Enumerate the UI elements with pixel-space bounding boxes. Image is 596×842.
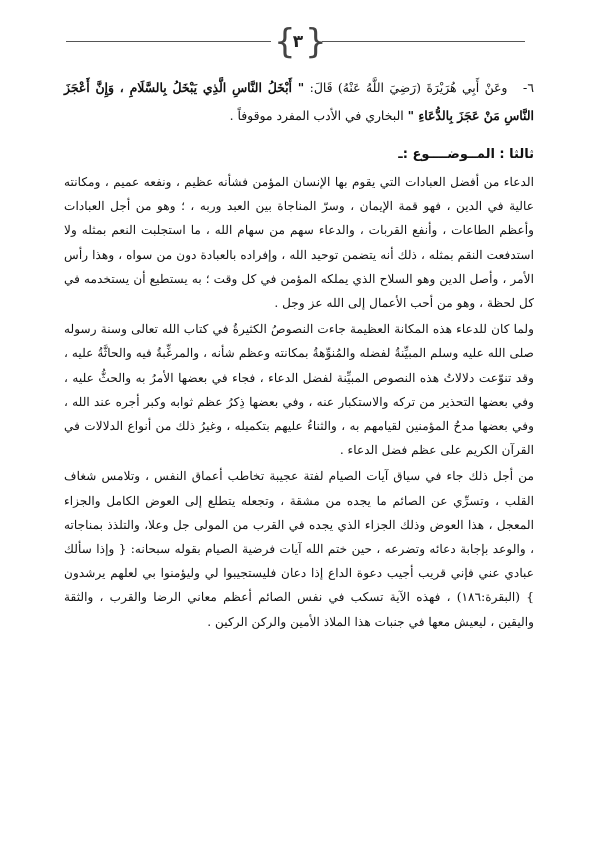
hadith-entry [64,74,534,130]
left-brace-ornament: { [274,22,296,62]
page-number: ٣ [292,32,304,52]
paragraph-1: الدعاء من أفضل العبادات التي يقوم بها الإنسان المؤمن فشأنه عظيم ، ونفعه عميم ، ومكانته عالية في الدين ، فهو قمة الإيمان ، وسرّ المناجاة بين العبد وربه ، ؛ وهو من أجل العبادات وأعظم الطاعات ، وأنفع القربات ، والدعاء سهم من سهام الله ، ما استجلبت النعم بمثله ولا استدفعت النقم بمثله ، ذلك أنه يتضمن توحيد الله ، وإفراده بالعبادة دون من سواه ، وهذا رأس الأمر ، وأصل الدين وهو السلاح الذي يملكه المؤمن في كل وقت ؛ به يستطيع أن يستخدمه في كل لحظة ، وهو من أحب الأعمال إلى الله عز وجل . [64,175,534,311]
header-rule-left [66,41,271,42]
paragraph-3: من أجل ذلك جاء في سياق آيات الصيام لفتة عجيبة تخاطب أعماق النفس ، وتلامس شغاف القلب ، وتسرِّي عن الصائم ما يجده من مشقة ، وتجعله يتطلع إلى العوض الكامل والجزاء المعجل ، هذا العوض وذلك الجزاء الذي يجده في القرب من المولى جل وعلا، والتلذذ بمناجاته ، والوعد بإجابة دعائه وتضرعه ، حين ختم الله آيات فرضية الصيام بقوله سبحانه: { وإذا سألك عبادي عني فإني قريب أجيب دعوة الداع إذا دعان فليستجيبوا لي وليؤمنوا بي لعلهم يرشدون } (البقرة:١٨٦) ، فهذه الآية تسكب في نفس الصائم أعظم معاني الرضا والقرب ، والثقة واليقين ، ليعيش معها في جنبات هذا الملاذ الأمين والركن الركين . [64,469,534,629]
section-heading: ثالثا : المــوضــــوع :ـ [398,147,534,162]
page-body [64,74,534,634]
right-brace-ornament: } [305,22,327,62]
page-header [0,22,596,62]
header-rule-right [322,41,525,42]
hadith-number: ٦- [522,80,534,95]
hadith-text: " أَبْخَلُ النَّاسِ الَّذِي يَبْخَلُ بِالسَّلَامِ ، وَإِنَّ أَعْجَزَ النَّاسِ مَنْ عَجَزَ بِالدُّعَاءِ " [64,80,534,123]
hadith-narrator: وعَنْ أَبِي هُرَيْرَةَ (رَضِيَ اللَّهُ عَنْهُ) قَالَ: [309,80,508,95]
hadith-source: البخاري في الأدب المفرد موقوفاً . [229,108,404,123]
paragraph-2: ولما كان للدعاء هذه المكانة العظيمة جاءت النصوصُ الكثيرةُ في كتاب الله تعالى وسنة رسوله صلى الله عليه وسلم المبيِّنةُ لفضله والمُنوِّهةُ بمكانته وعظم شأنه ، والمرغِّبةُ فيه والحاثَّةُ عليه ، وقد تنوّعت دلالاتُ هذه النصوص المبيِّنة لفضل الدعاء ، فجاء في بعضها الأمرُ به والحثُّ عليه ، وفي بعضها التحذير من تركه والاستكبار عنه ، وفي بعضها ذِكرُ عظم ثوابه وكبر أجره عند الله ، وفي بعضها مدحُ المؤمنين لقيامهم به ، والثناءُ عليهم بتكميله ، وغيرُ ذلك من أنواع الدلالات في القرآن الكريم على عظم فضل الدعاء . [64,322,534,458]
